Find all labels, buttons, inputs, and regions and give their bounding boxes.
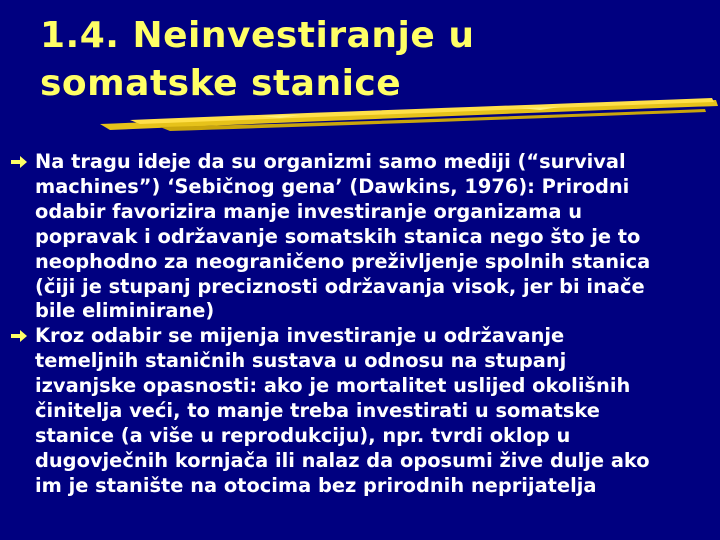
slide-title-line-2: somatske stanice	[40, 63, 402, 104]
arrow-right-icon	[10, 155, 28, 169]
bullet-1-line-7: bile eliminirane)	[35, 299, 215, 323]
bullet-list	[10, 150, 715, 499]
bullet-2-line-3: izvanjske opasnosti: ako je mortalitet uslijed okolišnih	[35, 374, 631, 398]
bullet-1-line-1: Na tragu ideje da su organizmi samo mediji (“survival	[35, 150, 626, 173]
bullet-1-line-2: machines”) ‘Sebičnog gena’ (Dawkins, 1976): Prirodni	[35, 174, 630, 198]
bullet-2-line-2: temeljnih staničnih sustava u odnosu na stupanj	[35, 349, 567, 373]
bullet-1-line-4: popravak i održavanje somatskih stanica nego što je to	[35, 224, 641, 248]
bullet-1-line-6: (čiji je stupanj preciznosti održavanja visok, jer bi inače	[35, 274, 645, 298]
bullet-item-2	[10, 324, 715, 498]
bullet-item-1	[10, 150, 715, 324]
bullet-2-line-4: činitelja veći, to manje treba investirati u somatske	[35, 399, 600, 423]
bullet-1-line-3: odabir favorizira manje investiranje organizama u	[35, 199, 583, 223]
slide-title	[40, 12, 474, 108]
title-underline-brushstroke	[0, 96, 720, 136]
slide-title-line-1: 1.4. Neinvestiranje u	[40, 15, 475, 56]
bullet-2-line-5: stanice (a više u reprodukciju), npr. tvrdi oklop u	[35, 423, 571, 447]
bullet-2-line-1: Kroz odabir se mijenja investiranje u održavanje	[35, 324, 565, 348]
bullet-1-line-5: neophodno za neograničeno preživljenje spolnih stanica	[35, 249, 651, 273]
bullet-2-line-7: im je stanište na otocima bez prirodnih neprijatelja	[35, 473, 597, 497]
bullet-2-line-6: dugovječnih kornjača ili nalaz da oposumi žive dulje ako	[35, 448, 650, 472]
arrow-right-icon	[10, 329, 28, 343]
